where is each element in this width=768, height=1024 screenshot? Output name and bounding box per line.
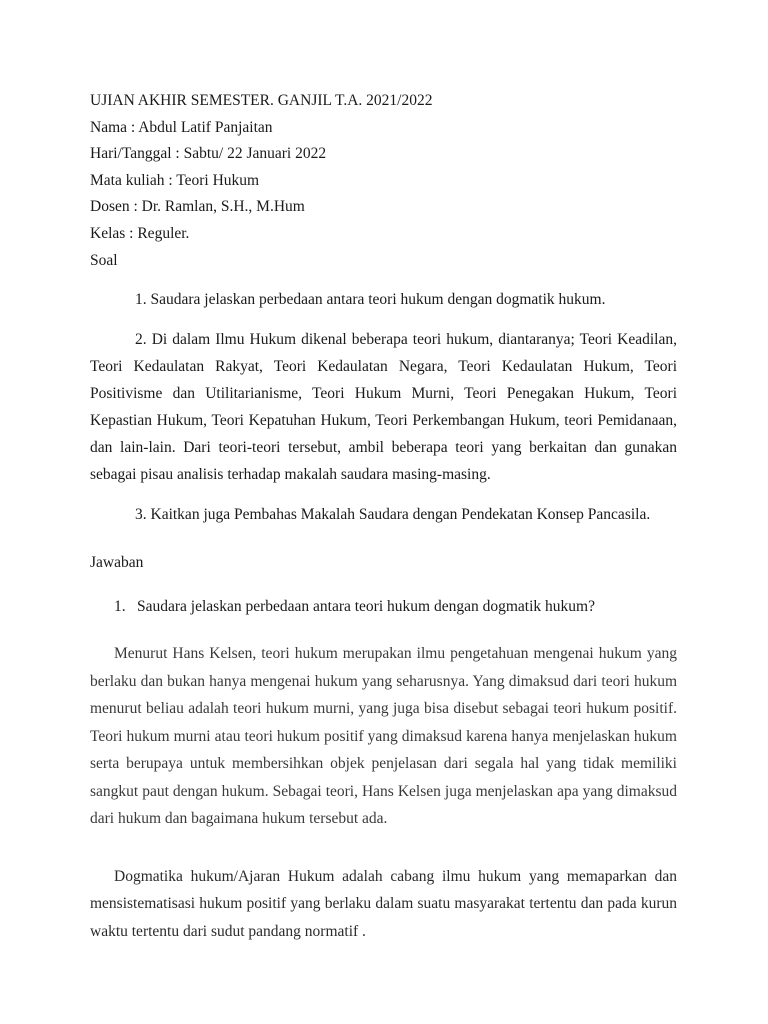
course-name: Mata kuliah : Teori Hukum: [90, 171, 260, 189]
exam-title: UJIAN AKHIR SEMESTER. GANJIL T.A. 2021/2022: [90, 92, 433, 109]
student-name: Nama : Abdul Latif Panjaitan: [90, 118, 273, 136]
question-item: 2. Di dalam Ilmu Hukum dikenal beberapa teori hukum, diantaranya; Teori Keadilan, Teori Kedaulatan Rakyat, Teori Kedaulatan Negara, Teori Kedaulatan Hukum, Teori Positivisme dan Utilitarianisme, Teori Hukum Murni, Teori Penegakan Hukum, Teori Kepastian Hukum, Teori Kepatuhan Hukum, Teori Perkembangan Hukum, teori Pemidanaan, dan lain-lain. Dari teori-teori tersebut, ambil beberapa teori yang berkaitan dan gunakan sebagai pisau analisis terhadap makalah saudara masing-masing.: [90, 331, 677, 484]
answer-question-text: Saudara jelaskan perbedaan antara teori hukum dengan dogmatik hukum?: [137, 598, 595, 616]
answer-paragraph-2: Dogmatika hukum/Ajaran Hukum adalah cabang ilmu hukum yang memaparkan dan mensistematisasi hukum positif yang berlaku dalam suatu masyarakat tertentu dan pada kurun waktu tertentu dari sudut pandang normatif .: [90, 867, 677, 940]
answer-question-1: [90, 594, 677, 620]
soal-heading: Soal: [90, 251, 118, 269]
lecturer-name: Dosen : Dr. Ramlan, S.H., M.Hum: [90, 198, 305, 216]
question-item: 3. Kaitkan juga Pembahas Makalah Saudara dengan Pendekatan Konsep Pancasila.: [135, 506, 651, 524]
answer-heading: Jawaban: [90, 554, 144, 572]
document-page: [90, 88, 677, 945]
question-item: 1. Saudara jelaskan perbedaan antara teori hukum dengan dogmatik hukum.: [135, 291, 606, 309]
answer-paragraph-1: Menurut Hans Kelsen, teori hukum merupakan ilmu pengetahuan mengenai hukum yang berlaku dan bukan hanya mengenai hukum yang seharusnya. Yang dimaksud dari teori hukum menurut beliau adalah teori hukum murni, yang juga bisa disebut sebagai teori hukum positif. Teori hukum murni atau teori hukum positif yang dimaksud karena hanya menjelaskan hukum serta berupaya untuk membersihkan objek penjelasan dari segala hal yang tidak memiliki sangkut paut dengan hukum. Sebagai teori, Hans Kelsen juga menjelaskan apa yang dimaksud dari hukum dan bagaimana hukum tersebut ada.: [90, 645, 677, 828]
exam-header: [90, 88, 677, 274]
exam-date: Hari/Tanggal : Sabtu/ 22 Januari 2022: [90, 145, 327, 163]
question-list: [90, 286, 677, 528]
class-type: Kelas : Reguler.: [90, 224, 190, 242]
list-number: 1.: [114, 598, 126, 616]
